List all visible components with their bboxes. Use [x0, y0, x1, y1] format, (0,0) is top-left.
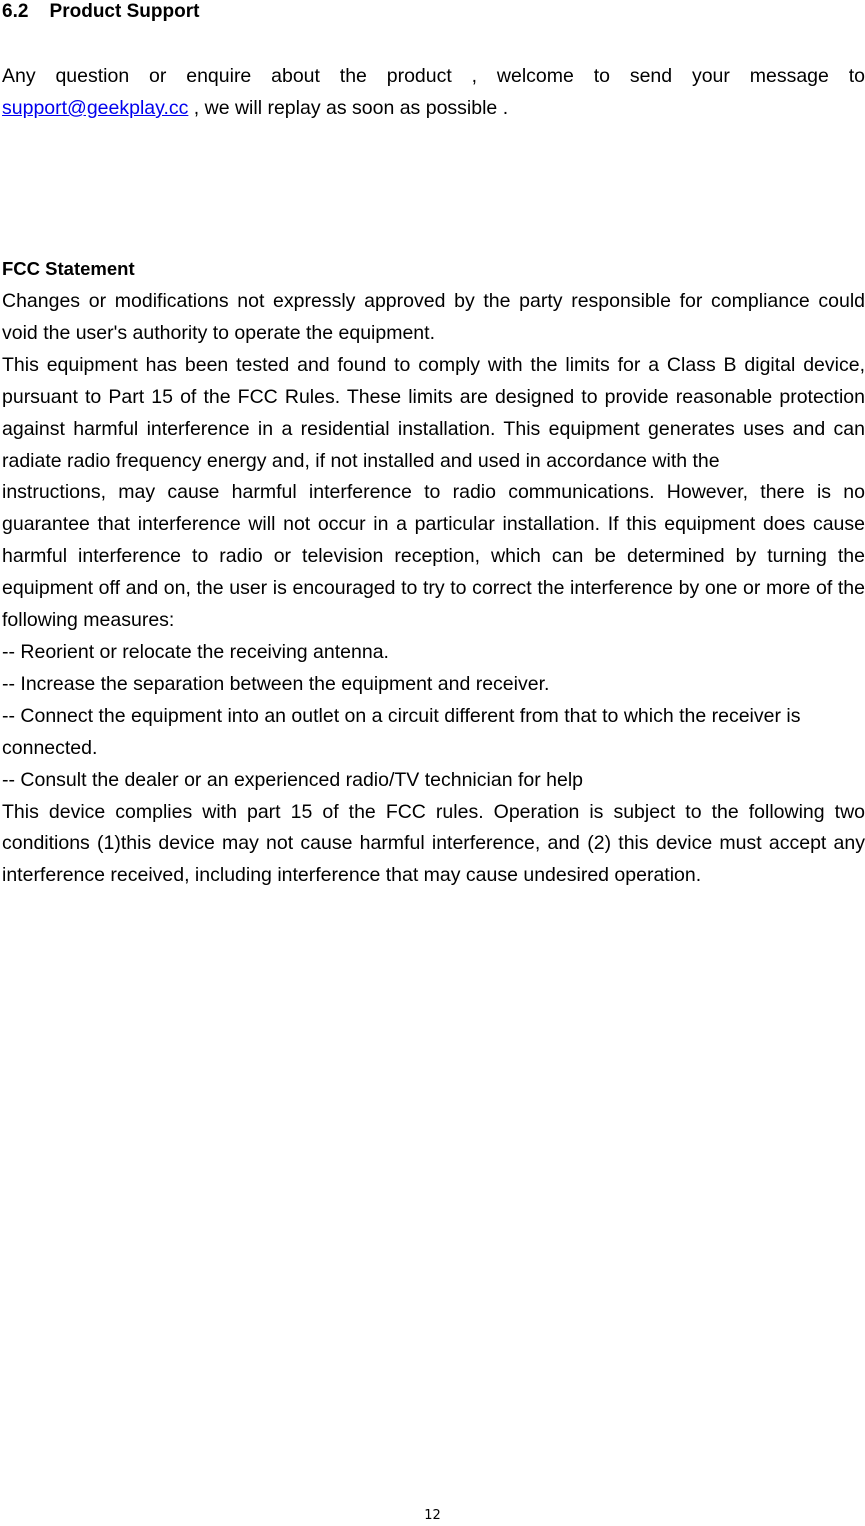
support-text-before: Any question or enquire about the product , welcome to send your message to	[2, 65, 865, 87]
support-paragraph	[2, 60, 865, 124]
page-number: 12	[424, 1508, 441, 1523]
section-heading	[2, 0, 199, 24]
support-email-link[interactable]: support@geekplay.cc	[2, 97, 189, 119]
fcc-body	[2, 286, 865, 892]
fcc-measure-consult: -- Consult the dealer or an experienced radio/TV technician for help	[2, 768, 583, 791]
fcc-measure-separation: -- Increase the separation between the equipment and receiver.	[2, 672, 550, 695]
fcc-paragraph-instructions: instructions, may cause harmful interference to radio communications. However, there is no guarantee that interference will not occur in a particular installation. If this equipment does cause harmful interference to radio or television reception, which can be determined by turning the equipment off and on, the user is encouraged to try to correct the interference by one or more of the following measures:	[2, 481, 865, 632]
fcc-heading: FCC Statement	[2, 258, 135, 279]
fcc-measure-outlet: -- Connect the equipment into an outlet on a circuit different from that to which the receiver is connected.	[2, 704, 801, 759]
section-number: 6.2	[2, 1, 29, 22]
fcc-paragraph-part15: This device complies with part 15 of the FCC rules. Operation is subject to the following two conditions (1)this device may not cause harmful interference, and (2) this device must accept any interference received, including interference that may cause undesired operation.	[2, 800, 865, 887]
section-title: Product Support	[49, 1, 200, 22]
fcc-paragraph-class-b: This equipment has been tested and found to comply with the limits for a Class B digital device, pursuant to Part 15 of the FCC Rules. These limits are designed to provide reasonable protection against harmful interference in a residential installation. This equipment generates uses and can radiate radio frequency energy and, if not installed and used in accordance with the	[2, 353, 865, 472]
support-text-after: , we will replay as soon as possible .	[188, 97, 509, 119]
fcc-paragraph-changes: Changes or modifications not expressly approved by the party responsible for compliance could void the user's authority to operate the equipment.	[2, 290, 865, 344]
fcc-measure-reorient: -- Reorient or relocate the receiving antenna.	[2, 640, 389, 663]
